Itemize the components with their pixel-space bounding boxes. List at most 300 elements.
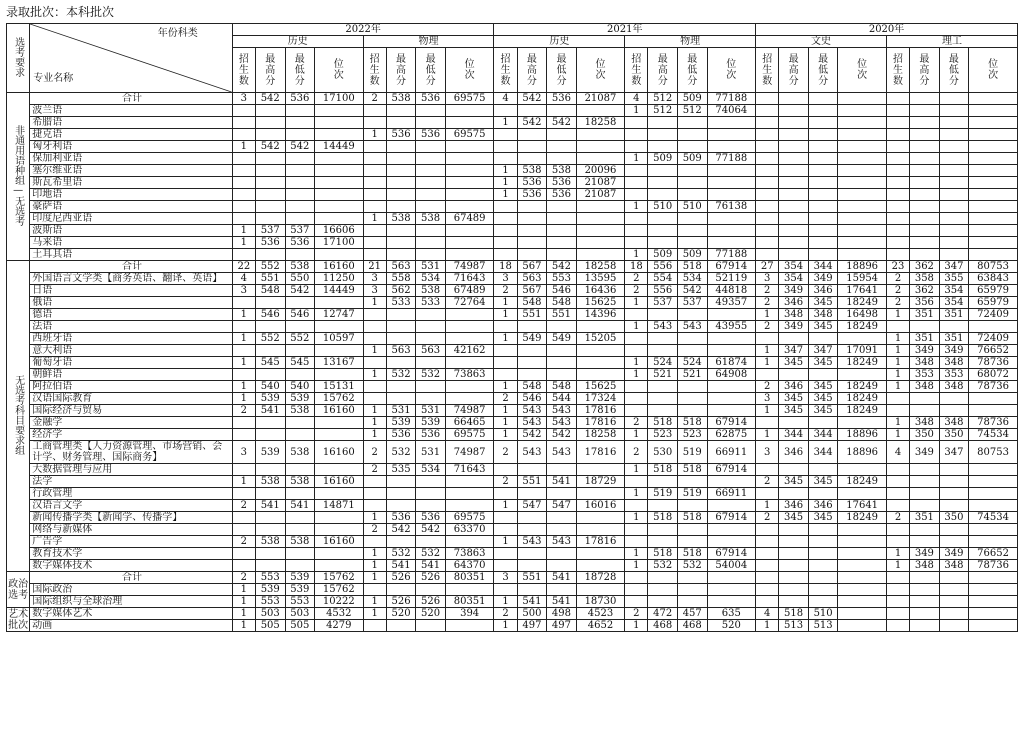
score-cell <box>779 105 809 117</box>
score-cell <box>677 345 707 357</box>
score-cell: 1 <box>625 297 648 309</box>
score-cell: 509 <box>648 249 678 261</box>
score-cell: 15762 <box>315 572 364 584</box>
score-cell: 18258 <box>576 117 625 129</box>
score-cell: 15762 <box>315 584 364 596</box>
score-cell: 556 <box>648 285 678 297</box>
score-cell: 536 <box>547 177 577 189</box>
score-cell <box>756 105 779 117</box>
table-total-row <box>7 93 1018 105</box>
score-cell <box>838 237 887 249</box>
score-cell: 513 <box>808 620 838 632</box>
score-cell: 74534 <box>969 429 1018 441</box>
score-cell <box>808 417 838 429</box>
score-cell <box>808 572 838 584</box>
score-cell <box>517 129 547 141</box>
table-row <box>7 213 1018 225</box>
score-cell <box>547 129 577 141</box>
score-cell: 63370 <box>445 524 494 536</box>
score-cell: 17816 <box>576 405 625 417</box>
table-row <box>7 524 1018 536</box>
score-cell: 509 <box>677 93 707 105</box>
score-cell <box>677 596 707 608</box>
score-cell <box>808 548 838 560</box>
score-cell <box>886 165 909 177</box>
score-cell: 500 <box>517 608 547 620</box>
score-cell: 518 <box>677 548 707 560</box>
score-cell <box>648 524 678 536</box>
header-metric-label: 招生数 <box>369 53 380 87</box>
score-cell: 354 <box>779 261 809 273</box>
score-cell: 520 <box>386 608 416 620</box>
score-cell: 349 <box>808 273 838 285</box>
score-cell: 346 <box>779 441 809 464</box>
score-cell: 539 <box>255 441 285 464</box>
score-cell <box>255 213 285 225</box>
score-cell <box>386 333 416 345</box>
score-cell <box>576 357 625 369</box>
score-cell: 1 <box>232 393 255 405</box>
score-cell <box>910 572 940 584</box>
score-cell: 350 <box>910 429 940 441</box>
score-cell: 18249 <box>838 512 887 524</box>
score-cell <box>838 584 887 596</box>
score-cell: 17816 <box>576 417 625 429</box>
score-cell: 518 <box>677 512 707 524</box>
score-cell: 2 <box>232 500 255 512</box>
score-cell: 2 <box>232 536 255 548</box>
score-cell <box>838 225 887 237</box>
score-cell <box>445 225 494 237</box>
score-cell <box>756 213 779 225</box>
score-cell <box>232 321 255 333</box>
score-cell: 71643 <box>445 464 494 476</box>
score-cell: 1 <box>756 309 779 321</box>
score-cell <box>494 105 517 117</box>
score-cell: 536 <box>416 429 446 441</box>
score-cell <box>363 357 386 369</box>
score-cell: 66911 <box>707 488 756 500</box>
score-cell <box>517 249 547 261</box>
score-cell <box>779 153 809 165</box>
score-cell: 2 <box>625 608 648 620</box>
score-cell <box>886 405 909 417</box>
score-cell: 17091 <box>838 345 887 357</box>
score-cell <box>677 237 707 249</box>
score-cell <box>285 560 315 572</box>
score-cell: 1 <box>886 381 909 393</box>
score-cell <box>445 141 494 153</box>
score-cell: 346 <box>779 381 809 393</box>
score-cell: 76652 <box>969 345 1018 357</box>
score-cell: 536 <box>547 93 577 105</box>
score-cell: 537 <box>285 225 315 237</box>
score-cell <box>648 141 678 153</box>
table-total-row <box>7 261 1018 273</box>
score-cell: 17816 <box>576 536 625 548</box>
score-cell: 497 <box>547 620 577 632</box>
group-label-cell <box>7 93 30 261</box>
score-cell <box>969 153 1018 165</box>
score-cell: 535 <box>386 464 416 476</box>
major-name: 波兰语 <box>30 105 233 117</box>
score-cell <box>707 177 756 189</box>
score-cell: 10597 <box>315 333 364 345</box>
score-cell <box>255 165 285 177</box>
score-cell <box>756 93 779 105</box>
score-cell <box>547 524 577 536</box>
score-cell <box>756 369 779 381</box>
score-cell <box>494 129 517 141</box>
score-cell <box>386 189 416 201</box>
score-cell: 64370 <box>445 560 494 572</box>
score-cell: 3 <box>756 273 779 285</box>
score-cell <box>648 177 678 189</box>
score-cell <box>416 249 446 261</box>
header-year: 2021年 <box>494 24 756 36</box>
score-cell <box>756 153 779 165</box>
score-cell: 1 <box>886 369 909 381</box>
score-cell <box>416 381 446 393</box>
score-cell <box>910 165 940 177</box>
score-cell <box>939 213 969 225</box>
score-cell <box>494 225 517 237</box>
table-row <box>7 429 1018 441</box>
score-cell: 18896 <box>838 429 887 441</box>
score-cell <box>677 536 707 548</box>
score-cell <box>315 129 364 141</box>
score-cell <box>707 584 756 596</box>
score-cell <box>625 381 648 393</box>
score-cell <box>445 536 494 548</box>
score-cell <box>969 405 1018 417</box>
score-cell <box>363 500 386 512</box>
score-cell <box>910 536 940 548</box>
score-cell <box>677 165 707 177</box>
header-metric-label: 招生数 <box>893 53 903 87</box>
score-cell: 531 <box>416 405 446 417</box>
score-cell <box>517 584 547 596</box>
score-cell: 2 <box>756 297 779 309</box>
score-cell <box>939 153 969 165</box>
score-cell <box>445 201 494 213</box>
header-metric <box>707 48 756 93</box>
score-cell <box>625 117 648 129</box>
score-cell <box>886 536 909 548</box>
score-cell: 18249 <box>838 297 887 309</box>
score-cell: 18249 <box>838 321 887 333</box>
score-cell: 16160 <box>315 261 364 273</box>
score-cell: 1 <box>625 560 648 572</box>
score-cell <box>285 165 315 177</box>
score-cell: 18249 <box>838 393 887 405</box>
score-cell <box>707 524 756 536</box>
score-cell <box>838 548 887 560</box>
score-cell <box>315 464 364 476</box>
score-cell: 54004 <box>707 560 756 572</box>
major-name: 工商管理类【人力资源管理、市场营销、会计学、财务管理、国际商务】 <box>30 441 233 464</box>
header-subject: 历史 <box>232 36 363 48</box>
score-cell: 536 <box>285 237 315 249</box>
score-cell <box>756 225 779 237</box>
score-cell <box>576 225 625 237</box>
score-cell <box>363 105 386 117</box>
score-cell: 1 <box>232 476 255 488</box>
score-cell <box>910 225 940 237</box>
score-cell <box>939 165 969 177</box>
score-cell: 349 <box>779 285 809 297</box>
score-cell <box>910 524 940 536</box>
score-cell <box>517 488 547 500</box>
score-cell: 542 <box>517 429 547 441</box>
score-cell: 42162 <box>445 345 494 357</box>
score-cell: 539 <box>416 417 446 429</box>
score-cell <box>494 213 517 225</box>
score-cell: 16160 <box>315 536 364 548</box>
table-row <box>7 560 1018 572</box>
score-cell <box>677 393 707 405</box>
score-cell <box>677 177 707 189</box>
score-cell: 532 <box>416 548 446 560</box>
score-cell <box>285 297 315 309</box>
score-cell <box>779 560 809 572</box>
score-cell <box>517 153 547 165</box>
major-name: 经济学 <box>30 429 233 441</box>
score-cell: 1 <box>886 417 909 429</box>
score-cell <box>386 536 416 548</box>
table-row <box>7 129 1018 141</box>
score-cell <box>416 476 446 488</box>
major-name: 日语 <box>30 285 233 297</box>
score-cell <box>285 189 315 201</box>
score-cell: 518 <box>648 548 678 560</box>
score-cell: 536 <box>386 129 416 141</box>
score-cell <box>969 201 1018 213</box>
score-cell: 518 <box>677 261 707 273</box>
header-metric-label: 位次 <box>333 59 344 81</box>
score-cell <box>808 129 838 141</box>
score-cell <box>779 225 809 237</box>
score-cell: 543 <box>517 417 547 429</box>
score-cell <box>255 321 285 333</box>
score-cell <box>886 129 909 141</box>
score-cell <box>363 393 386 405</box>
score-cell <box>363 620 386 632</box>
score-cell <box>386 201 416 213</box>
score-cell: 1 <box>886 357 909 369</box>
score-cell: 539 <box>285 572 315 584</box>
score-cell <box>910 620 940 632</box>
score-cell <box>576 524 625 536</box>
score-cell <box>707 225 756 237</box>
group-label-cell <box>7 572 30 608</box>
score-cell <box>315 201 364 213</box>
score-cell <box>939 189 969 201</box>
major-name: 意大利语 <box>30 345 233 357</box>
score-cell: 2 <box>886 512 909 524</box>
score-cell <box>517 105 547 117</box>
score-cell: 1 <box>625 105 648 117</box>
score-cell <box>677 572 707 584</box>
score-cell: 541 <box>255 500 285 512</box>
score-cell: 1 <box>756 357 779 369</box>
header-metric <box>910 48 940 93</box>
score-cell <box>677 405 707 417</box>
score-cell <box>386 584 416 596</box>
score-cell: 348 <box>910 381 940 393</box>
score-cell <box>445 105 494 117</box>
score-cell <box>517 345 547 357</box>
score-cell: 14449 <box>315 141 364 153</box>
score-cell: 533 <box>416 297 446 309</box>
score-cell: 1 <box>494 620 517 632</box>
score-cell <box>707 189 756 201</box>
score-cell <box>969 536 1018 548</box>
score-cell <box>547 512 577 524</box>
score-cell: 531 <box>386 405 416 417</box>
header-metric-label: 最高分 <box>657 53 668 87</box>
score-cell <box>838 117 887 129</box>
score-cell: 17324 <box>576 393 625 405</box>
score-cell: 71643 <box>445 273 494 285</box>
score-cell <box>677 309 707 321</box>
score-cell: 4652 <box>576 620 625 632</box>
score-cell: 20096 <box>576 165 625 177</box>
score-cell <box>386 620 416 632</box>
score-cell: 348 <box>910 357 940 369</box>
score-cell <box>779 584 809 596</box>
score-cell <box>648 596 678 608</box>
score-cell <box>886 225 909 237</box>
score-cell <box>648 584 678 596</box>
score-cell <box>969 464 1018 476</box>
score-cell <box>315 524 364 536</box>
score-cell <box>494 464 517 476</box>
score-cell <box>677 524 707 536</box>
score-cell <box>363 488 386 500</box>
score-cell: 349 <box>939 345 969 357</box>
score-cell <box>939 572 969 584</box>
score-cell: 549 <box>517 333 547 345</box>
score-cell: 349 <box>779 321 809 333</box>
score-cell <box>969 141 1018 153</box>
major-name: 广告学 <box>30 536 233 548</box>
score-cell <box>910 141 940 153</box>
score-cell <box>625 213 648 225</box>
score-cell: 524 <box>648 357 678 369</box>
score-cell <box>969 584 1018 596</box>
score-cell: 351 <box>910 333 940 345</box>
score-cell <box>576 584 625 596</box>
header-metric-label: 位次 <box>464 59 475 81</box>
score-cell <box>779 524 809 536</box>
score-cell <box>939 488 969 500</box>
score-cell: 536 <box>386 429 416 441</box>
score-cell: 16498 <box>838 309 887 321</box>
major-name: 国际政治 <box>30 584 233 596</box>
score-cell: 1 <box>756 405 779 417</box>
score-cell: 350 <box>939 512 969 524</box>
major-name: 行政管理 <box>30 488 233 500</box>
score-cell <box>363 165 386 177</box>
score-cell: 345 <box>808 476 838 488</box>
score-cell: 1 <box>494 177 517 189</box>
score-cell <box>969 105 1018 117</box>
score-cell <box>445 620 494 632</box>
table-row <box>7 548 1018 560</box>
score-cell: 510 <box>808 608 838 620</box>
score-cell <box>232 560 255 572</box>
score-cell: 541 <box>386 560 416 572</box>
score-cell <box>648 345 678 357</box>
major-name: 马来语 <box>30 237 233 249</box>
score-cell <box>756 177 779 189</box>
score-cell: 1 <box>363 572 386 584</box>
score-cell: 76138 <box>707 201 756 213</box>
score-cell <box>886 500 909 512</box>
score-cell <box>756 237 779 249</box>
score-cell <box>910 201 940 213</box>
score-cell: 1 <box>886 345 909 357</box>
score-cell <box>779 596 809 608</box>
score-cell <box>969 93 1018 105</box>
score-cell: 66911 <box>707 441 756 464</box>
score-cell <box>939 117 969 129</box>
score-cell <box>547 560 577 572</box>
score-cell: 344 <box>808 441 838 464</box>
table-row <box>7 381 1018 393</box>
header-year: 2020年 <box>756 24 1018 36</box>
score-cell <box>969 165 1018 177</box>
score-cell <box>808 213 838 225</box>
score-cell <box>547 141 577 153</box>
score-cell <box>779 93 809 105</box>
score-cell <box>648 189 678 201</box>
score-cell <box>255 345 285 357</box>
header-subject: 理工 <box>886 36 1017 48</box>
table-row <box>7 285 1018 297</box>
score-cell: 520 <box>707 620 756 632</box>
score-cell: 532 <box>677 560 707 572</box>
score-cell: 539 <box>255 584 285 596</box>
score-cell: 542 <box>255 141 285 153</box>
score-cell: 512 <box>648 105 678 117</box>
major-name: 合计 <box>30 572 233 584</box>
score-cell <box>707 129 756 141</box>
score-cell: 77188 <box>707 249 756 261</box>
score-cell <box>625 345 648 357</box>
score-cell <box>576 321 625 333</box>
score-cell <box>677 500 707 512</box>
score-cell <box>386 165 416 177</box>
score-cell: 553 <box>285 596 315 608</box>
table-row <box>7 141 1018 153</box>
score-cell <box>677 381 707 393</box>
score-cell <box>910 488 940 500</box>
score-cell: 15131 <box>315 381 364 393</box>
major-name: 俄语 <box>30 297 233 309</box>
score-cell <box>315 153 364 165</box>
score-cell <box>838 213 887 225</box>
score-cell <box>779 129 809 141</box>
score-cell: 13167 <box>315 357 364 369</box>
score-cell <box>939 225 969 237</box>
score-cell <box>756 333 779 345</box>
score-cell: 538 <box>255 476 285 488</box>
score-cell <box>838 141 887 153</box>
score-cell <box>707 213 756 225</box>
score-cell <box>756 201 779 213</box>
